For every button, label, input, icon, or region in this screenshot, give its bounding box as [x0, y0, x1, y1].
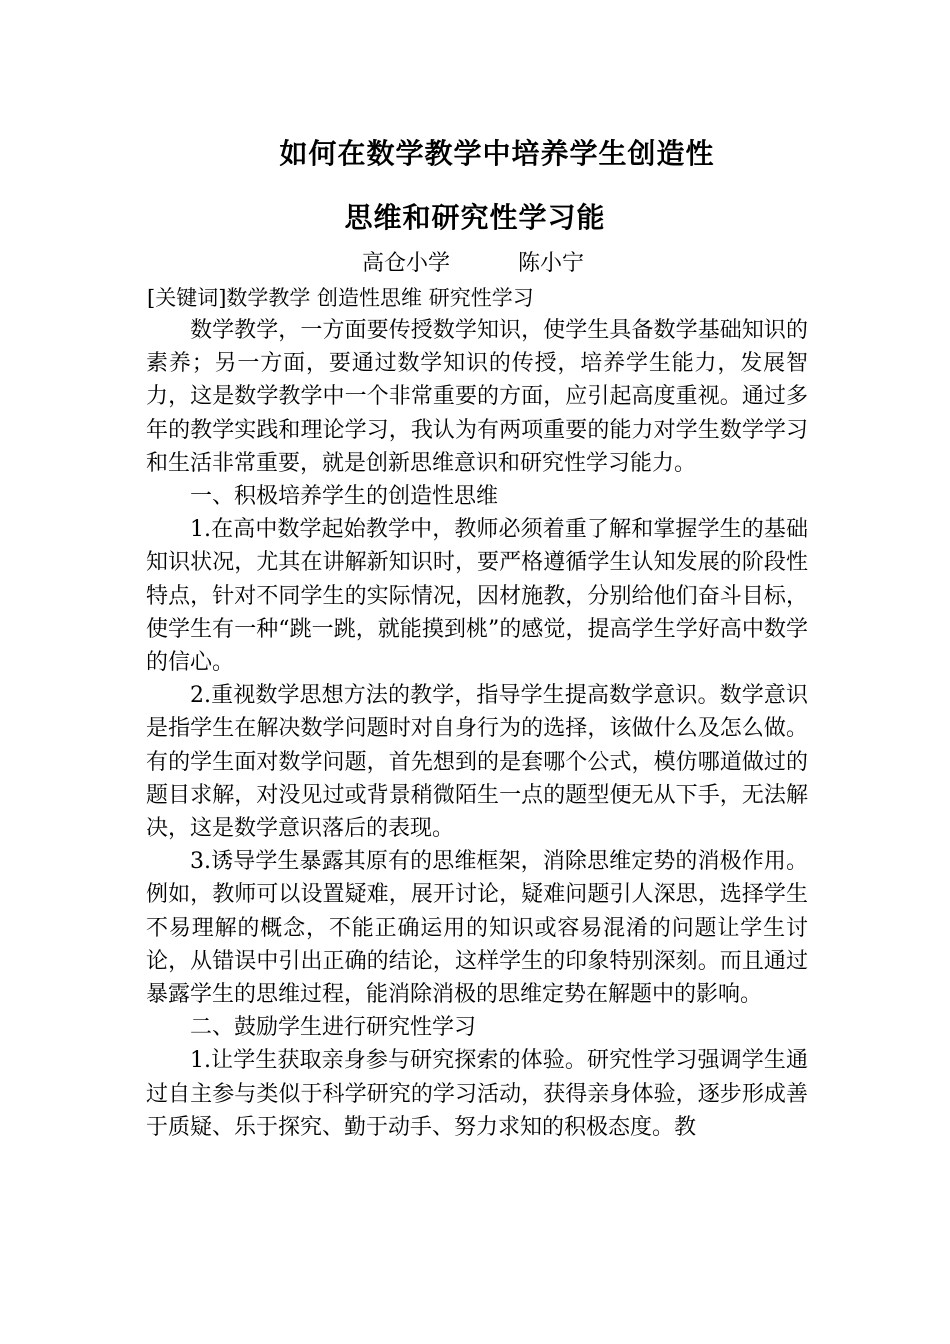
document-title-line-1: 如何在数学教学中培养学生创造性	[279, 137, 715, 170]
document-title-line-2: 思维和研究性学习能	[344, 201, 606, 234]
body-paragraph: 2.重视数学思想方法的教学，指导学生提高数学意识。数学意识是指学生在解决数学问题时对自身行为的选择，该做什么及怎么做。有的学生面对数学问题，首先想到的是套哪个公式，模仿哪道做过的题目求解，对没见过或背景稍微陌生一点的题型便无从下手，无法解决，这是数学意识落后的表现。	[146, 683, 808, 842]
body-paragraph: 1.在高中数学起始教学中，教师必须着重了解和掌握学生的基础知识状况，尤其在讲解新知识时，要严格遵循学生认知发展的阶段性特点，针对不同学生的实际情况，因材施教，分别给他们奋斗目标，使学生有一种“跳一跳，就能摸到桃”的感觉，提高学生学好高中数学的信心。	[146, 517, 808, 676]
author-name: 陈小宁	[518, 251, 585, 276]
author-school: 高仓小学	[362, 251, 451, 276]
intro-paragraph: 数学教学，一方面要传授数学知识，使学生具备数学基础知识的素养；另一方面，要通过数学知识的传授，培养学生能力，发展智力，这是数学教学中一个非常重要的方面，应引起高度重视。通过多年的教学实践和理论学习，我认为有两项重要的能力对学生数学学习和生活非常重要，就是创新思维意识和研究性学习能力。	[146, 318, 808, 476]
section-heading: 一、积极培养学生的创造性思维	[190, 484, 499, 510]
keywords-line: [关键词]数学教学 创造性思维 研究性学习	[147, 286, 534, 310]
body-paragraph: 3.诱导学生暴露其原有的思维框架，消除思维定势的消极作用。例如，教师可以设置疑难，展开讨论，疑难问题引人深思，选择学生不易理解的概念，不能正确运用的知识或容易混淆的问题让学生讨论，从错误中引出正确的结论，这样学生的印象特别深刻。而且通过暴露学生的思维过程，能消除消极的思维定势在解题中的影响。	[146, 849, 808, 1008]
byline	[362, 246, 584, 277]
article-body	[146, 314, 808, 1144]
section-heading: 二、鼓励学生进行研究性学习	[190, 1015, 477, 1041]
body-paragraph: 1.让学生获取亲身参与研究探索的体验。研究性学习强调学生通过自主参与类似于科学研究的学习活动，获得亲身体验，逐步形成善于质疑、乐于探究、勤于动手、努力求知的积极态度。教	[146, 1048, 808, 1140]
